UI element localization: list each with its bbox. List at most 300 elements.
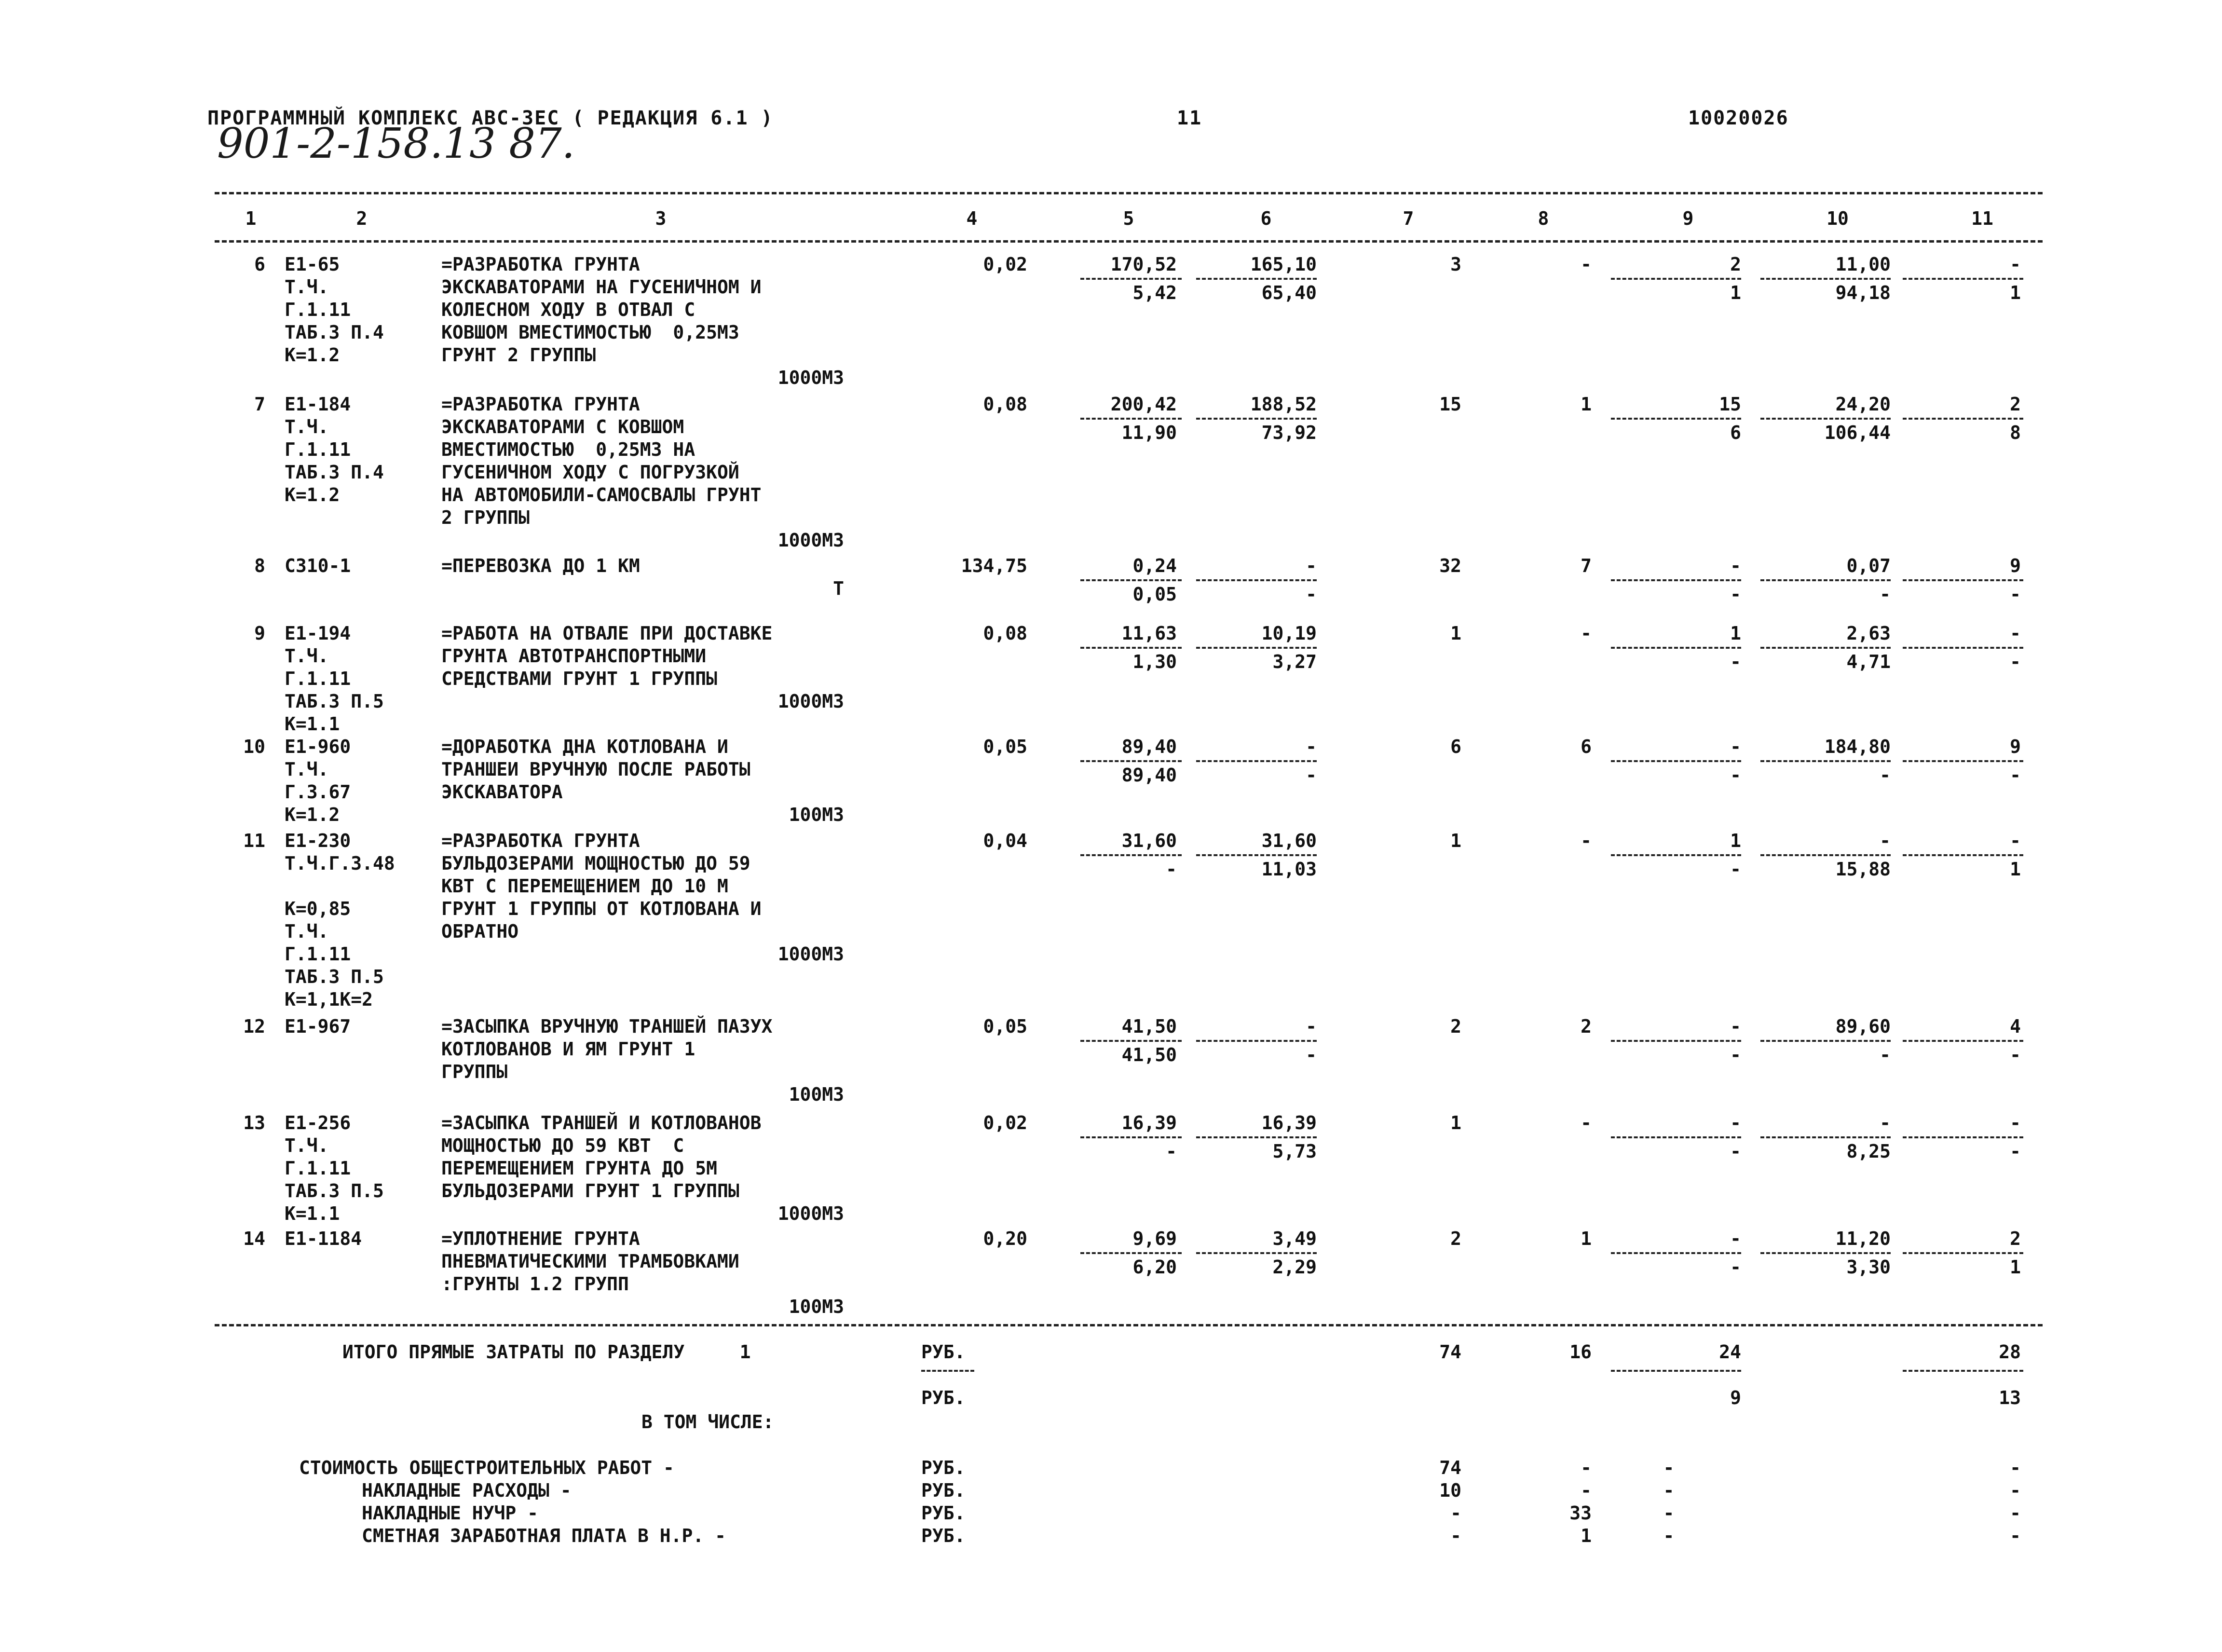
row-description: =РАЗРАБОТКА ГРУНТА (441, 830, 640, 851)
row-number: 8 (254, 555, 265, 576)
row-machine-cost: 165,10 (1250, 254, 1317, 275)
row-col11: 9 (2010, 555, 2021, 576)
row-machine-cost: - (1306, 1016, 1317, 1037)
top-rule (215, 192, 2043, 194)
row-col9: - (1730, 555, 1741, 576)
row-description: МОЩНОСТЬЮ ДО 59 КВТ С (441, 1135, 684, 1156)
row-description: НА АВТОМОБИЛИ-САМОСВАЛЫ ГРУНТ (441, 484, 762, 505)
row-col10: 0,07 (1846, 555, 1891, 576)
row-col9-sub: - (1730, 584, 1741, 605)
breakdown-col8: - (1581, 1457, 1592, 1478)
row-description: СРЕДСТВАМИ ГРУНТ 1 ГРУППЫ (441, 668, 717, 689)
subtotal-divider (1903, 760, 2023, 762)
row-code: Е1-960 (285, 736, 351, 757)
row-col7: 1 (1450, 623, 1461, 644)
row-code: Г.1.11 (285, 439, 351, 460)
row-description: КВТ С ПЕРЕМЕЩЕНИЕМ ДО 10 М (441, 875, 728, 897)
subtotal-divider (1903, 418, 2023, 420)
subtotal-divider (1760, 1136, 1891, 1138)
subtotal-divider (1760, 1252, 1891, 1254)
row-quantity: 0,05 (983, 736, 1027, 757)
row-col10-sub: 15,88 (1835, 859, 1891, 880)
row-machine-wage: - (1306, 584, 1317, 605)
subtotal-divider (1196, 647, 1317, 649)
breakdown-col7: 10 (1439, 1480, 1461, 1501)
row-machine-wage: - (1306, 1044, 1317, 1065)
subtotal-divider (1903, 1370, 2023, 1372)
row-col9: - (1730, 1112, 1741, 1133)
row-col9: - (1730, 736, 1741, 757)
breakdown-currency: РУБ. (921, 1480, 966, 1501)
row-col11-sub: 1 (2010, 859, 2021, 880)
row-machine-wage: 65,40 (1261, 282, 1317, 303)
row-code: Т.Ч. (285, 759, 329, 780)
breakdown-col8: 1 (1581, 1525, 1592, 1546)
row-col8: - (1581, 623, 1592, 644)
row-code: Т.Ч. (285, 645, 329, 667)
row-col10-sub: 94,18 (1835, 282, 1891, 303)
row-col9-sub: - (1730, 1141, 1741, 1162)
row-unit: Т (833, 578, 844, 599)
row-machine-wage: 5,73 (1272, 1141, 1317, 1162)
subtotal-divider (1611, 579, 1741, 581)
row-description: КОТЛОВАНОВ И ЯМ ГРУНТ 1 (441, 1038, 695, 1060)
row-total-cost: 31,60 (1121, 830, 1177, 851)
row-machine-cost: 188,52 (1250, 394, 1317, 415)
column-header: 6 (1260, 208, 1272, 229)
row-code: Е1-256 (285, 1112, 351, 1133)
row-code: ТАБ.3 П.5 (285, 966, 384, 987)
row-description: ЭКСКАВАТОРА (441, 781, 563, 803)
totals-currency: РУБ. (921, 1341, 966, 1363)
subtotal-divider (1080, 418, 1182, 420)
row-col7: 32 (1439, 555, 1461, 576)
row-code: Г.1.11 (285, 943, 351, 965)
totals-col8: 16 (1569, 1341, 1592, 1363)
row-unit: 100М3 (789, 1084, 844, 1105)
row-machine-cost: 10,19 (1261, 623, 1317, 644)
row-total-cost: 0,24 (1132, 555, 1177, 576)
subtotal-divider (1760, 579, 1891, 581)
row-code: Г.3.67 (285, 781, 351, 803)
row-col10: 184,80 (1824, 736, 1891, 757)
subtotal-divider (1760, 647, 1891, 649)
row-col10: 11,00 (1835, 254, 1891, 275)
document-code: 10020026 (1688, 107, 1789, 129)
subtotal-divider (1611, 418, 1741, 420)
breakdown-col11: - (2010, 1525, 2021, 1546)
totals-currency-divider (921, 1370, 974, 1372)
row-code: К=1.2 (285, 484, 340, 505)
row-description: =УПЛОТНЕНИЕ ГРУНТА (441, 1228, 640, 1249)
subtotal-divider (1196, 579, 1317, 581)
row-code: К=1.1 (285, 1203, 340, 1224)
row-col11-sub: - (2010, 765, 2021, 786)
row-code: Е1-1184 (285, 1228, 362, 1249)
row-col11-sub: - (2010, 1141, 2021, 1162)
row-quantity: 0,20 (983, 1228, 1027, 1249)
row-code: К=1.2 (285, 344, 340, 366)
row-col9-sub: - (1730, 859, 1741, 880)
row-col9: 1 (1730, 830, 1741, 851)
row-unit: 100М3 (789, 1296, 844, 1317)
row-number: 9 (254, 623, 265, 644)
row-code: Г.1.11 (285, 299, 351, 320)
row-col9-sub: 6 (1730, 422, 1741, 443)
subtotal-divider (1611, 1136, 1741, 1138)
row-col11-sub: - (2010, 1044, 2021, 1065)
breakdown-col11: - (2010, 1457, 2021, 1478)
row-quantity: 134,75 (961, 555, 1027, 576)
row-total-cost: 170,52 (1110, 254, 1177, 275)
row-description: ЭКСКАВАТОРАМИ С КОВШОМ (441, 416, 684, 437)
breakdown-label: НАКЛАДНЫЕ РАСХОДЫ - (362, 1480, 572, 1501)
row-code: ТАБ.3 П.4 (285, 322, 384, 343)
totals-col7: 74 (1439, 1341, 1461, 1363)
row-quantity: 0,08 (983, 623, 1027, 644)
row-description: ЭКСКАВАТОРАМИ НА ГУСЕНИЧНОМ И (441, 276, 762, 298)
row-description: БУЛЬДОЗЕРАМИ МОЩНОСТЬЮ ДО 59 (441, 853, 750, 874)
column-header: 7 (1403, 208, 1414, 229)
row-col11: - (2010, 1112, 2021, 1133)
subtotal-divider (1196, 418, 1317, 420)
row-description: КОВШОМ ВМЕСТИМОСТЬЮ 0,25М3 (441, 322, 739, 343)
row-col10: - (1880, 1112, 1891, 1133)
subtotal-divider (1611, 1370, 1741, 1372)
row-total-wage: 89,40 (1121, 765, 1177, 786)
row-description: ГРУНТА АВТОТРАНСПОРТНЫМИ (441, 645, 707, 667)
row-col7: 1 (1450, 1112, 1461, 1133)
row-total-wage: 0,05 (1132, 584, 1177, 605)
totals-label: ИТОГО ПРЯМЫЕ ЗАТРАТЫ ПО РАЗДЕЛУ 1 (342, 1341, 751, 1363)
column-header: 10 (1827, 208, 1849, 229)
row-col7: 1 (1450, 830, 1461, 851)
row-code: ТАБ.3 П.5 (285, 691, 384, 712)
row-machine-cost: - (1306, 736, 1317, 757)
breakdown-col7: 74 (1439, 1457, 1461, 1478)
row-description: КОЛЕСНОМ ХОДУ В ОТВАЛ С (441, 299, 695, 320)
row-total-wage: 5,42 (1132, 282, 1177, 303)
row-col10: - (1880, 830, 1891, 851)
subtotal-divider (1080, 647, 1182, 649)
row-code: Т.Ч. (285, 1135, 329, 1156)
subtotal-divider (1760, 278, 1891, 280)
row-code: Т.Ч. (285, 921, 329, 942)
subtotal-divider (1080, 579, 1182, 581)
row-description: ОБРАТНО (441, 921, 519, 942)
row-col7: 6 (1450, 736, 1461, 757)
subtotal-divider (1903, 647, 2023, 649)
row-total-wage: 41,50 (1121, 1044, 1177, 1065)
breakdown-label: НАКЛАДНЫЕ НУЧР - (362, 1502, 539, 1524)
row-col11-sub: 8 (2010, 422, 2021, 443)
row-description: ВМЕСТИМОСТЬЮ 0,25М3 НА (441, 439, 695, 460)
row-description: ГУСЕНИЧНОМ ХОДУ С ПОГРУЗКОЙ (441, 462, 739, 483)
column-header: 9 (1682, 208, 1694, 229)
row-col9-sub: - (1730, 651, 1741, 672)
row-col10-sub: - (1880, 765, 1891, 786)
subtotal-divider (1080, 1252, 1182, 1254)
row-col10-sub: 8,25 (1846, 1141, 1891, 1162)
breakdown-col7: - (1450, 1525, 1461, 1546)
row-total-wage: - (1166, 1141, 1177, 1162)
row-code: Е1-230 (285, 830, 351, 851)
row-description: =ДОРАБОТКА ДНА КОТЛОВАНА И (441, 736, 728, 757)
breakdown-currency: РУБ. (921, 1525, 966, 1546)
breakdown-col7: - (1450, 1502, 1461, 1524)
row-total-wage: 11,90 (1121, 422, 1177, 443)
row-code: ТАБ.3 П.5 (285, 1180, 384, 1201)
totals-col11: 28 (1999, 1341, 2021, 1363)
subtotal-divider (1196, 854, 1317, 856)
row-number: 6 (254, 254, 265, 275)
subtotal-divider (1903, 278, 2023, 280)
row-code: К=1.1 (285, 713, 340, 735)
subtotal-divider (1760, 760, 1891, 762)
header-rule (215, 240, 2043, 243)
row-unit: 1000М3 (777, 691, 844, 712)
subtotal-divider (1903, 1252, 2023, 1254)
row-col10-sub: 3,30 (1846, 1256, 1891, 1278)
subtotal-divider (1080, 760, 1182, 762)
row-col8: 1 (1581, 1228, 1592, 1249)
subtotal-divider (1196, 1040, 1317, 1042)
row-description: =РАЗРАБОТКА ГРУНТА (441, 254, 640, 275)
subtotal-divider (1760, 1040, 1891, 1042)
row-col10: 89,60 (1835, 1016, 1891, 1037)
row-code: Т.Ч. (285, 276, 329, 298)
subtotal-divider (1903, 854, 2023, 856)
row-total-wage: - (1166, 859, 1177, 880)
row-col7: 3 (1450, 254, 1461, 275)
row-number: 13 (243, 1112, 265, 1133)
column-header: 1 (245, 208, 257, 229)
breakdown-col11: - (2010, 1502, 2021, 1524)
subtotal-divider (1903, 1136, 2023, 1138)
row-col9-sub: - (1730, 1256, 1741, 1278)
page-number: 11 (1177, 107, 1202, 129)
row-code: Т.Ч. (285, 416, 329, 437)
row-total-cost: 41,50 (1121, 1016, 1177, 1037)
row-total-cost: 89,40 (1121, 736, 1177, 757)
row-col10-sub: - (1880, 584, 1891, 605)
column-header: 2 (356, 208, 368, 229)
row-description: 2 ГРУППЫ (441, 507, 530, 528)
row-description: БУЛЬДОЗЕРАМИ ГРУНТ 1 ГРУППЫ (441, 1180, 739, 1201)
row-col11: 2 (2010, 1228, 2021, 1249)
row-description: =РАБОТА НА ОТВАЛЕ ПРИ ДОСТАВКЕ (441, 623, 773, 644)
row-number: 14 (243, 1228, 265, 1249)
row-quantity: 0,08 (983, 394, 1027, 415)
row-unit: 1000М3 (777, 367, 844, 388)
row-description: ГРУППЫ (441, 1061, 508, 1082)
row-col11-sub: 1 (2010, 282, 2021, 303)
row-unit: 1000М3 (777, 530, 844, 551)
row-number: 7 (254, 394, 265, 415)
subtotal-divider (1903, 1040, 2023, 1042)
row-description: =ЗАСЫПКА ТРАНШЕЙ И КОТЛОВАНОВ (441, 1112, 762, 1133)
row-code: Е1-65 (285, 254, 340, 275)
subtotal-divider (1080, 854, 1182, 856)
breakdown-col9: - (1663, 1502, 1675, 1524)
program-title: ПРОГРАММНЫЙ КОМПЛЕКС АВС-3ЕС ( РЕДАКЦИЯ 6.1 ) (207, 107, 774, 129)
breakdown-col9: - (1663, 1525, 1675, 1546)
subtotal-divider (1611, 278, 1741, 280)
row-unit: 1000М3 (777, 1203, 844, 1224)
subtotal-divider (1611, 1252, 1741, 1254)
row-col10: 11,20 (1835, 1228, 1891, 1249)
row-total-wage: 1,30 (1132, 651, 1177, 672)
row-col10-sub: 106,44 (1824, 422, 1891, 443)
subtotal-divider (1611, 647, 1741, 649)
subtotal-divider (1196, 1136, 1317, 1138)
row-machine-cost: - (1306, 555, 1317, 576)
subtotal-divider (1196, 278, 1317, 280)
breakdown-col9: - (1663, 1480, 1675, 1501)
row-col8: 6 (1581, 736, 1592, 757)
row-machine-wage: - (1306, 765, 1317, 786)
subtotal-divider (1611, 854, 1741, 856)
row-description: =РАЗРАБОТКА ГРУНТА (441, 394, 640, 415)
row-col11: - (2010, 830, 2021, 851)
row-description: ПЕРЕМЕЩЕНИЕМ ГРУНТА ДО 5М (441, 1158, 717, 1179)
row-unit: 100М3 (789, 804, 844, 825)
row-total-cost: 11,63 (1121, 623, 1177, 644)
totals-col11-sub: 13 (1999, 1387, 2021, 1408)
row-machine-wage: 11,03 (1261, 859, 1317, 880)
row-col7: 2 (1450, 1016, 1461, 1037)
row-number: 11 (243, 830, 265, 851)
row-col8: 2 (1581, 1016, 1592, 1037)
row-quantity: 0,02 (983, 1112, 1027, 1133)
row-col7: 2 (1450, 1228, 1461, 1249)
row-number: 10 (243, 736, 265, 757)
row-description: ПНЕВМАТИЧЕСКИМИ ТРАМБОВКАМИ (441, 1251, 739, 1272)
totals-col9-sub: 9 (1730, 1387, 1741, 1408)
breakdown-col8: 33 (1569, 1502, 1592, 1524)
row-col9-sub: - (1730, 765, 1741, 786)
handwritten-number: 901-2-158.13 87. (217, 120, 575, 168)
breakdown-label: СТОИМОСТЬ ОБЩЕСТРОИТЕЛЬНЫХ РАБОТ - (299, 1457, 674, 1478)
row-description: ГРУНТ 1 ГРУППЫ ОТ КОТЛОВАНА И (441, 898, 762, 919)
row-col9-sub: 1 (1730, 282, 1741, 303)
totals-rule (215, 1324, 2043, 1326)
column-header: 4 (966, 208, 978, 229)
breakdown-label: СМЕТНАЯ ЗАРАБОТНАЯ ПЛАТА В Н.Р. - (362, 1525, 726, 1546)
row-col10: 24,20 (1835, 394, 1891, 415)
row-col9: 15 (1719, 394, 1741, 415)
row-quantity: 0,04 (983, 830, 1027, 851)
row-description: :ГРУНТЫ 1.2 ГРУПП (441, 1273, 629, 1295)
row-col11: 9 (2010, 736, 2021, 757)
row-description: =ПЕРЕВОЗКА ДО 1 КМ (441, 555, 640, 576)
breakdown-currency: РУБ. (921, 1457, 966, 1478)
subtotal-divider (1196, 760, 1317, 762)
subtotal-divider (1196, 1252, 1317, 1254)
row-col10-sub: 4,71 (1846, 651, 1891, 672)
row-col8: 7 (1581, 555, 1592, 576)
row-number: 12 (243, 1016, 265, 1037)
column-header: 3 (655, 208, 667, 229)
row-col10-sub: - (1880, 1044, 1891, 1065)
row-machine-cost: 3,49 (1272, 1228, 1317, 1249)
row-col11-sub: 1 (2010, 1256, 2021, 1278)
column-header: 8 (1538, 208, 1549, 229)
row-col7: 15 (1439, 394, 1461, 415)
row-code: Е1-967 (285, 1016, 351, 1037)
row-code: К=0,85 (285, 898, 351, 919)
row-col11: 4 (2010, 1016, 2021, 1037)
breakdown-col9: - (1663, 1457, 1675, 1478)
row-description: =ЗАСЫПКА ВРУЧНУЮ ТРАНШЕЙ ПАЗУХ (441, 1016, 773, 1037)
row-col11: - (2010, 254, 2021, 275)
row-col8: - (1581, 1112, 1592, 1133)
row-col11: 2 (2010, 394, 2021, 415)
subtotal-divider (1611, 760, 1741, 762)
row-col8: 1 (1581, 394, 1592, 415)
totals-currency-sub: РУБ. (921, 1387, 966, 1408)
row-quantity: 0,05 (983, 1016, 1027, 1037)
subtotal-divider (1760, 854, 1891, 856)
subtotal-divider (1080, 278, 1182, 280)
row-quantity: 0,02 (983, 254, 1027, 275)
row-total-cost: 9,69 (1132, 1228, 1177, 1249)
row-code: Е1-194 (285, 623, 351, 644)
row-code: Т.Ч.Г.3.48 (285, 853, 395, 874)
row-code: Е1-184 (285, 394, 351, 415)
row-col9: 1 (1730, 623, 1741, 644)
subtotal-divider (1760, 418, 1891, 420)
row-machine-wage: 2,29 (1272, 1256, 1317, 1278)
row-machine-wage: 3,27 (1272, 651, 1317, 672)
subtotal-divider (1611, 1040, 1741, 1042)
row-machine-cost: 31,60 (1261, 830, 1317, 851)
column-header: 11 (1971, 208, 1993, 229)
row-total-wage: 6,20 (1132, 1256, 1177, 1278)
row-machine-wage: 73,92 (1261, 422, 1317, 443)
row-col11: - (2010, 623, 2021, 644)
row-machine-cost: 16,39 (1261, 1112, 1317, 1133)
row-total-cost: 16,39 (1121, 1112, 1177, 1133)
row-code: К=1.2 (285, 804, 340, 825)
row-description: ТРАНШЕИ ВРУЧНУЮ ПОСЛЕ РАБОТЫ (441, 759, 750, 780)
subtotal-divider (1080, 1136, 1182, 1138)
column-header: 5 (1123, 208, 1134, 229)
subtotal-divider (1080, 1040, 1182, 1042)
row-code: ТАБ.3 П.4 (285, 462, 384, 483)
breakdown-col11: - (2010, 1480, 2021, 1501)
row-col9-sub: - (1730, 1044, 1741, 1065)
row-col9: 2 (1730, 254, 1741, 275)
row-col10: 2,63 (1846, 623, 1891, 644)
breakdown-currency: РУБ. (921, 1502, 966, 1524)
row-code: С310-1 (285, 555, 351, 576)
row-col11-sub: - (2010, 584, 2021, 605)
row-col8: - (1581, 254, 1592, 275)
row-col9: - (1730, 1228, 1741, 1249)
row-col9: - (1730, 1016, 1741, 1037)
row-description: ГРУНТ 2 ГРУППЫ (441, 344, 596, 366)
subtotal-divider (1903, 579, 2023, 581)
row-code: Г.1.11 (285, 1158, 351, 1179)
totals-col9: 24 (1719, 1341, 1741, 1363)
row-total-cost: 200,42 (1110, 394, 1177, 415)
row-code: Г.1.11 (285, 668, 351, 689)
row-col11-sub: - (2010, 651, 2021, 672)
totals-including-label: В ТОМ ЧИСЛЕ: (641, 1411, 774, 1433)
breakdown-col8: - (1581, 1480, 1592, 1501)
row-code: К=1,1К=2 (285, 989, 373, 1010)
